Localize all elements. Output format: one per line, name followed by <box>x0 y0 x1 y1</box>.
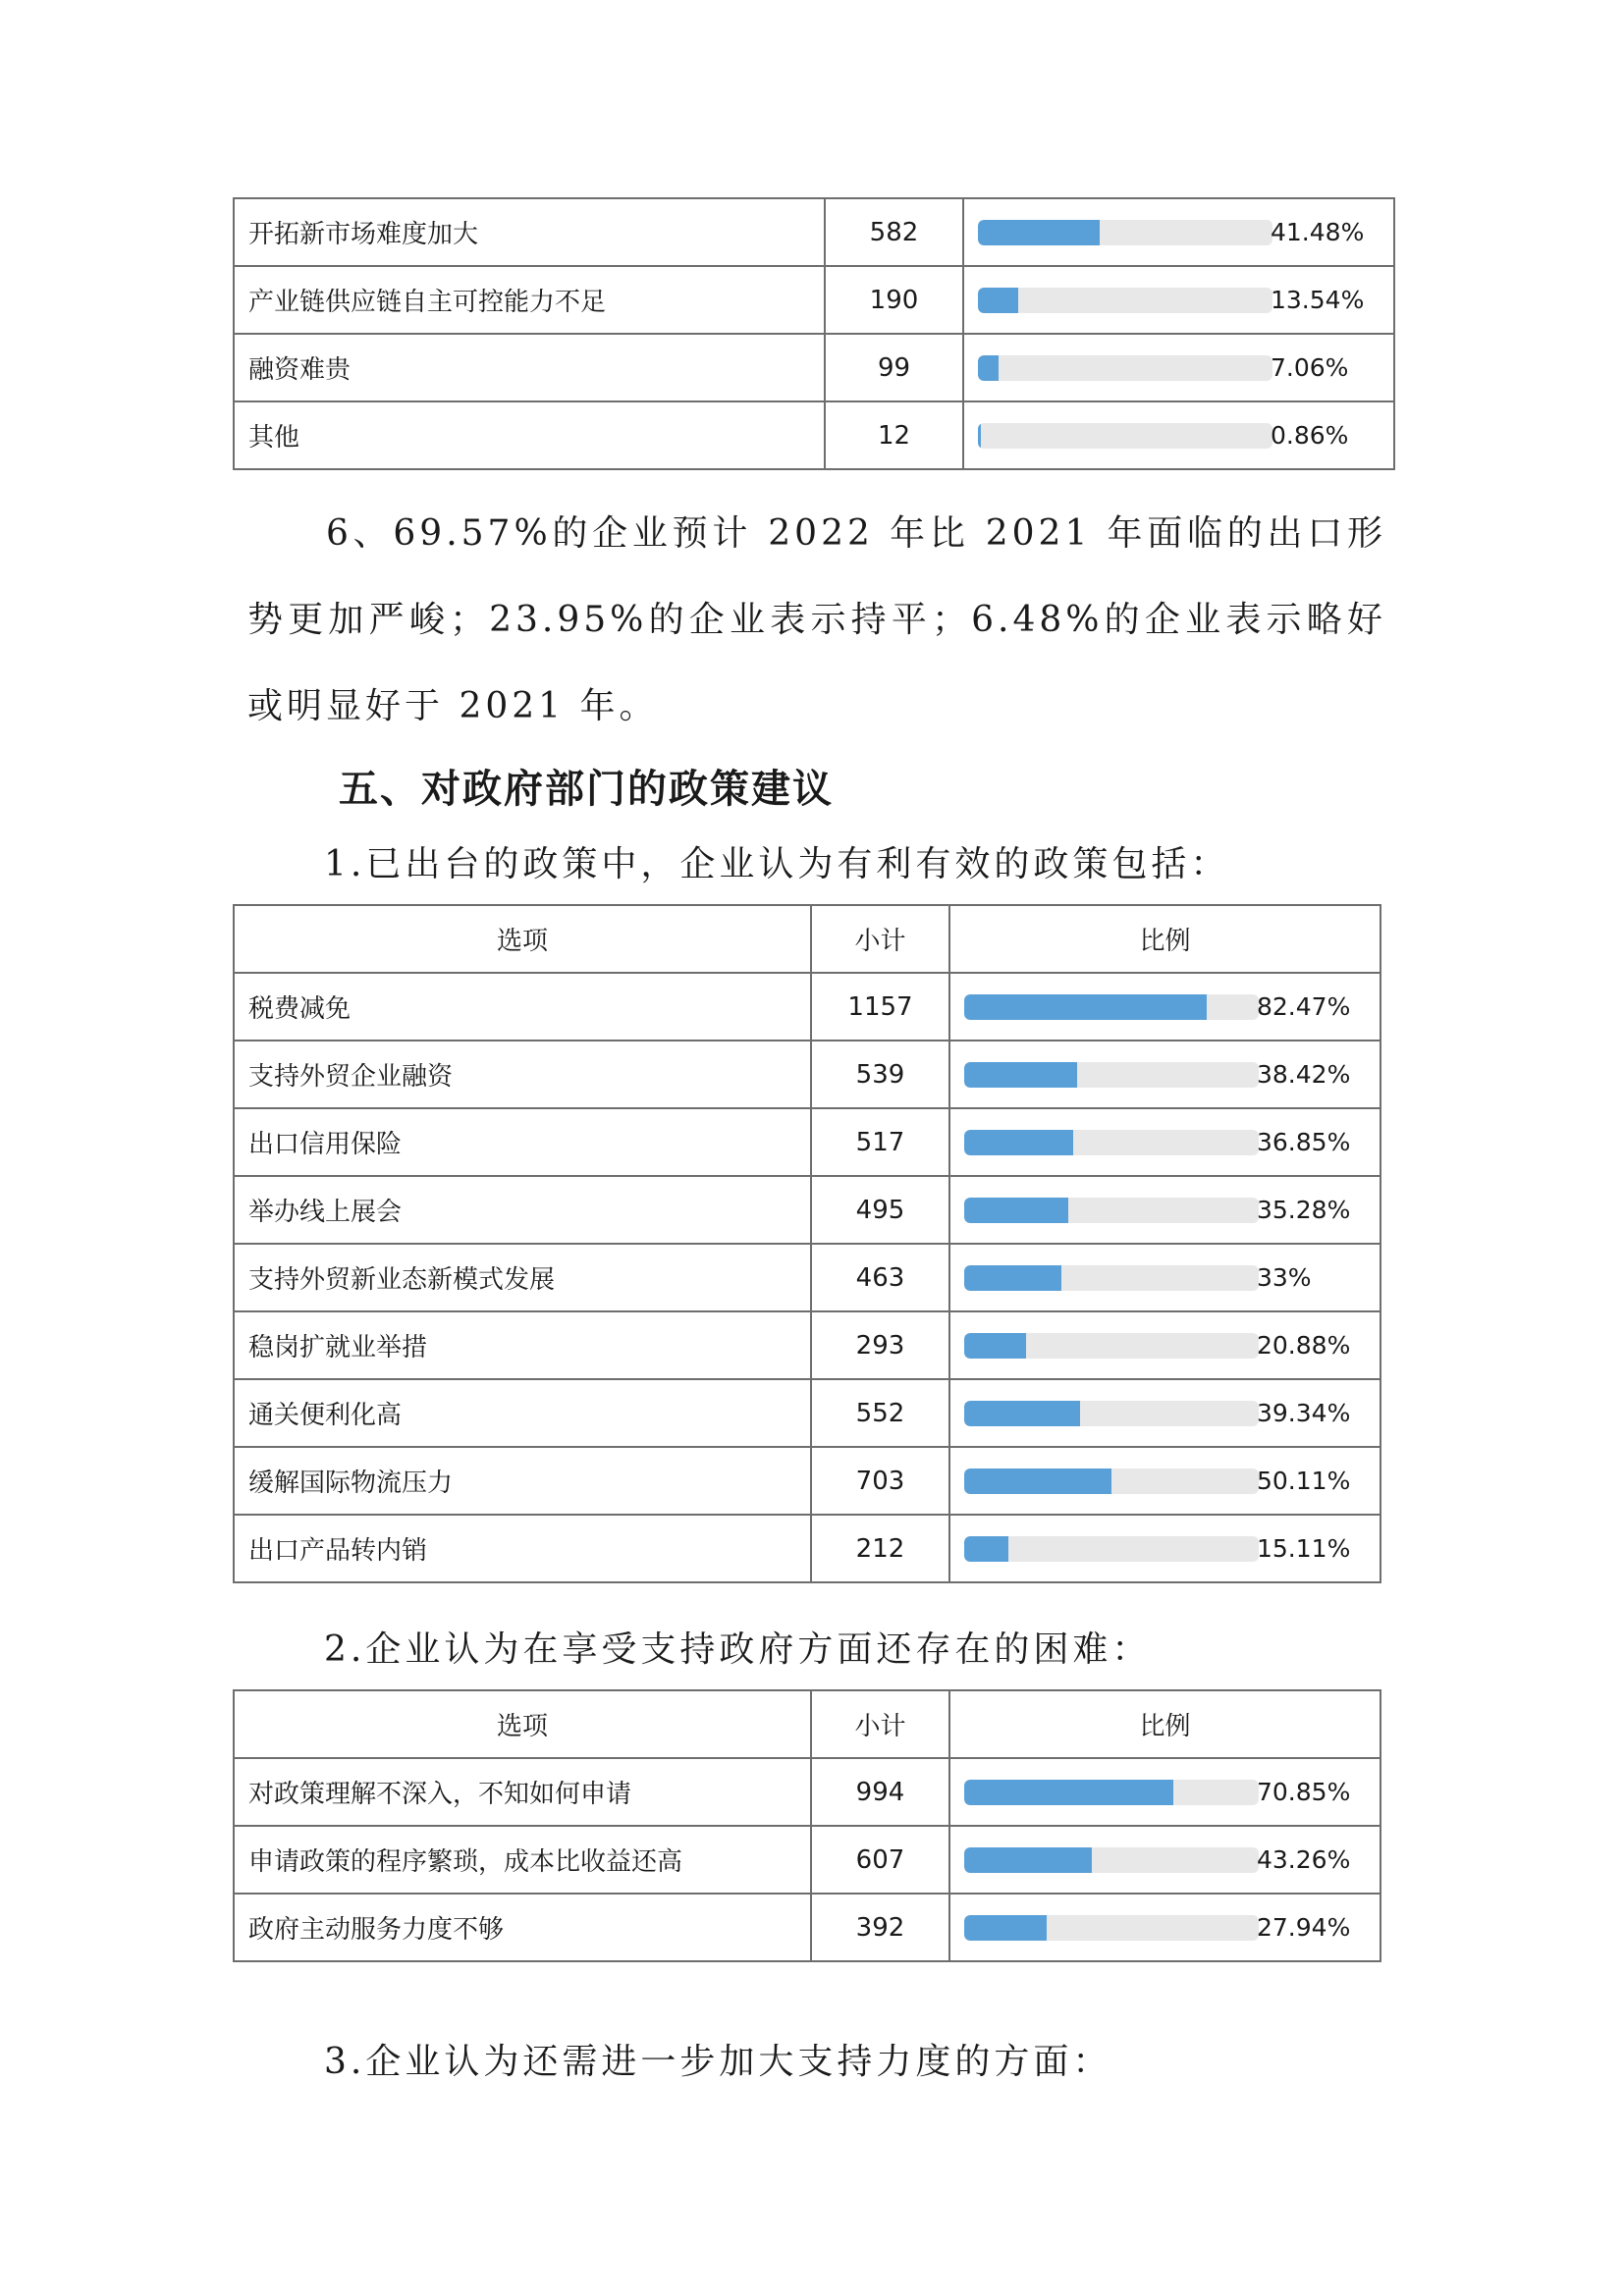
row-percentage: 7.06% <box>1271 352 1349 382</box>
row-count: 99 <box>825 334 963 401</box>
row-count: 12 <box>825 401 963 469</box>
progress-bar-fill <box>964 1468 1111 1494</box>
row-percentage: 20.88% <box>1257 1330 1351 1360</box>
progress-bar-track <box>964 1265 1259 1291</box>
table-row <box>234 1311 1380 1379</box>
progress-bar-track <box>978 288 1272 313</box>
paragraph-6: 6、69.57%的企业预计 2022 年比 2021 年面临的出口形势更加严峻；23.95%的企业表示持平；6.48%的企业表示略好或明显好于 2021 年。 <box>247 513 1386 726</box>
effective-policies-table <box>233 904 1381 1583</box>
row-ratio-cell <box>949 1041 1380 1108</box>
difficulties-body <box>234 1758 1380 1961</box>
progress-bar-fill <box>964 1847 1092 1873</box>
progress-bar-track <box>978 355 1272 381</box>
table-header-row <box>234 1690 1380 1758</box>
row-percentage: 38.42% <box>1257 1059 1351 1089</box>
row-count: 293 <box>811 1311 949 1379</box>
row-option-name: 缓解国际物流压力 <box>234 1447 811 1515</box>
top-results-body <box>234 198 1394 469</box>
progress-bar-track <box>964 1198 1259 1223</box>
progress-bar-fill <box>978 220 1100 245</box>
progress-bar <box>964 1533 1353 1563</box>
row-ratio-cell <box>949 1447 1380 1515</box>
progress-bar-fill <box>964 1333 1026 1359</box>
row-percentage: 15.11% <box>1257 1533 1351 1563</box>
question-1: 1.已出台的政策中，企业认为有利有效的政策包括： <box>324 844 1230 884</box>
row-count: 517 <box>811 1108 949 1176</box>
row-count: 392 <box>811 1894 949 1961</box>
table-row <box>234 401 1394 469</box>
progress-bar <box>978 285 1367 314</box>
progress-bar-track <box>964 1468 1259 1494</box>
row-count: 607 <box>811 1826 949 1894</box>
header-count: 小计 <box>811 905 949 973</box>
row-option-name: 支持外贸新业态新模式发展 <box>234 1244 811 1311</box>
progress-bar-track <box>964 1780 1259 1805</box>
row-percentage: 36.85% <box>1257 1127 1351 1156</box>
progress-bar-fill <box>964 1536 1008 1562</box>
table-row <box>234 266 1394 334</box>
row-ratio-cell <box>949 1826 1380 1894</box>
row-count: 463 <box>811 1244 949 1311</box>
progress-bar-fill <box>978 288 1018 313</box>
row-option-name: 出口产品转内销 <box>234 1515 811 1582</box>
progress-bar <box>964 1059 1353 1089</box>
progress-bar-fill <box>964 1401 1080 1426</box>
row-option-name: 产业链供应链自主可控能力不足 <box>234 266 825 334</box>
progress-bar-track <box>964 1536 1259 1562</box>
row-option-name: 支持外贸企业融资 <box>234 1041 811 1108</box>
row-count: 212 <box>811 1515 949 1582</box>
progress-bar-track <box>964 1401 1259 1426</box>
row-option-name: 申请政策的程序繁琐，成本比收益还高 <box>234 1826 811 1894</box>
progress-bar-fill <box>964 1130 1073 1155</box>
table-row <box>234 1826 1380 1894</box>
progress-bar-fill <box>964 1198 1068 1223</box>
progress-bar-track <box>964 994 1259 1020</box>
progress-bar-track <box>964 1062 1259 1088</box>
row-percentage: 27.94% <box>1257 1912 1351 1942</box>
progress-bar-fill <box>964 994 1207 1020</box>
top-results-table <box>233 197 1395 470</box>
row-percentage: 41.48% <box>1271 217 1365 246</box>
table-row <box>234 1108 1380 1176</box>
row-percentage: 33% <box>1257 1262 1312 1292</box>
progress-bar-track <box>978 423 1272 449</box>
table-header-row <box>234 905 1380 973</box>
row-option-name: 融资难贵 <box>234 334 825 401</box>
table-row <box>234 1379 1380 1447</box>
progress-bar-fill <box>964 1915 1047 1941</box>
table-row <box>234 334 1394 401</box>
table-row <box>234 1894 1380 1961</box>
row-ratio-cell <box>949 1176 1380 1244</box>
table-row <box>234 973 1380 1041</box>
progress-bar-track <box>964 1333 1259 1359</box>
progress-bar-track <box>964 1915 1259 1941</box>
header-ratio: 比例 <box>949 1690 1380 1758</box>
progress-bar <box>978 420 1367 450</box>
row-option-name: 对政策理解不深入，不知如何申请 <box>234 1758 811 1826</box>
progress-bar-fill <box>964 1265 1061 1291</box>
header-ratio: 比例 <box>949 905 1380 973</box>
row-percentage: 35.28% <box>1257 1195 1351 1224</box>
question-2: 2.企业认为在享受支持政府方面还存在的困难： <box>324 1629 1152 1670</box>
row-count: 539 <box>811 1041 949 1108</box>
header-option: 选项 <box>234 1690 811 1758</box>
row-percentage: 0.86% <box>1271 420 1349 450</box>
table-row <box>234 1447 1380 1515</box>
row-ratio-cell <box>963 198 1394 266</box>
row-count: 495 <box>811 1176 949 1244</box>
progress-bar <box>964 1844 1353 1874</box>
progress-bar <box>964 1912 1353 1942</box>
progress-bar-fill <box>964 1780 1173 1805</box>
progress-bar <box>964 1127 1353 1156</box>
table-row <box>234 1758 1380 1826</box>
row-percentage: 82.47% <box>1257 991 1351 1021</box>
table-row <box>234 1515 1380 1582</box>
progress-bar-fill <box>964 1062 1077 1088</box>
row-option-name: 开拓新市场难度加大 <box>234 198 825 266</box>
row-count: 994 <box>811 1758 949 1826</box>
row-percentage: 39.34% <box>1257 1398 1351 1427</box>
row-option-name: 政府主动服务力度不够 <box>234 1894 811 1961</box>
row-option-name: 出口信用保险 <box>234 1108 811 1176</box>
table-row <box>234 1041 1380 1108</box>
header-count: 小计 <box>811 1690 949 1758</box>
row-ratio-cell <box>949 1758 1380 1826</box>
progress-bar <box>964 1330 1353 1360</box>
row-ratio-cell <box>949 1894 1380 1961</box>
row-percentage: 70.85% <box>1257 1777 1351 1806</box>
progress-bar <box>964 991 1353 1021</box>
progress-bar <box>964 1262 1353 1292</box>
row-count: 552 <box>811 1379 949 1447</box>
progress-bar-track <box>964 1847 1259 1873</box>
progress-bar <box>978 217 1367 246</box>
row-option-name: 其他 <box>234 401 825 469</box>
row-option-name: 税费减免 <box>234 973 811 1041</box>
row-count: 582 <box>825 198 963 266</box>
progress-bar-fill <box>978 355 999 381</box>
row-ratio-cell <box>949 1108 1380 1176</box>
row-ratio-cell <box>949 1244 1380 1311</box>
progress-bar <box>964 1777 1353 1806</box>
table-row <box>234 198 1394 266</box>
header-option: 选项 <box>234 905 811 973</box>
row-count: 190 <box>825 266 963 334</box>
row-percentage: 43.26% <box>1257 1844 1351 1874</box>
row-option-name: 举办线上展会 <box>234 1176 811 1244</box>
row-count: 703 <box>811 1447 949 1515</box>
row-ratio-cell <box>949 1311 1380 1379</box>
row-percentage: 50.11% <box>1257 1466 1351 1495</box>
effective-policies-body <box>234 973 1380 1582</box>
row-ratio-cell <box>949 973 1380 1041</box>
section-5-title: 五、对政府部门的政策建议 <box>339 767 834 812</box>
table-row <box>234 1244 1380 1311</box>
progress-bar <box>978 352 1367 382</box>
progress-bar-track <box>964 1130 1259 1155</box>
row-percentage: 13.54% <box>1271 285 1365 314</box>
progress-bar-track <box>978 220 1272 245</box>
row-ratio-cell <box>949 1379 1380 1447</box>
difficulties-table <box>233 1689 1381 1962</box>
progress-bar-fill <box>978 423 981 449</box>
row-option-name: 通关便利化高 <box>234 1379 811 1447</box>
progress-bar <box>964 1398 1353 1427</box>
row-ratio-cell <box>963 266 1394 334</box>
progress-bar <box>964 1468 1353 1494</box>
row-ratio-cell <box>949 1515 1380 1582</box>
row-count: 1157 <box>811 973 949 1041</box>
table-row <box>234 1176 1380 1244</box>
row-ratio-cell <box>963 401 1394 469</box>
row-option-name: 稳岗扩就业举措 <box>234 1311 811 1379</box>
row-ratio-cell <box>963 334 1394 401</box>
progress-bar <box>964 1195 1353 1224</box>
question-3: 3.企业认为还需进一步加大支持力度的方面： <box>324 2042 1112 2082</box>
